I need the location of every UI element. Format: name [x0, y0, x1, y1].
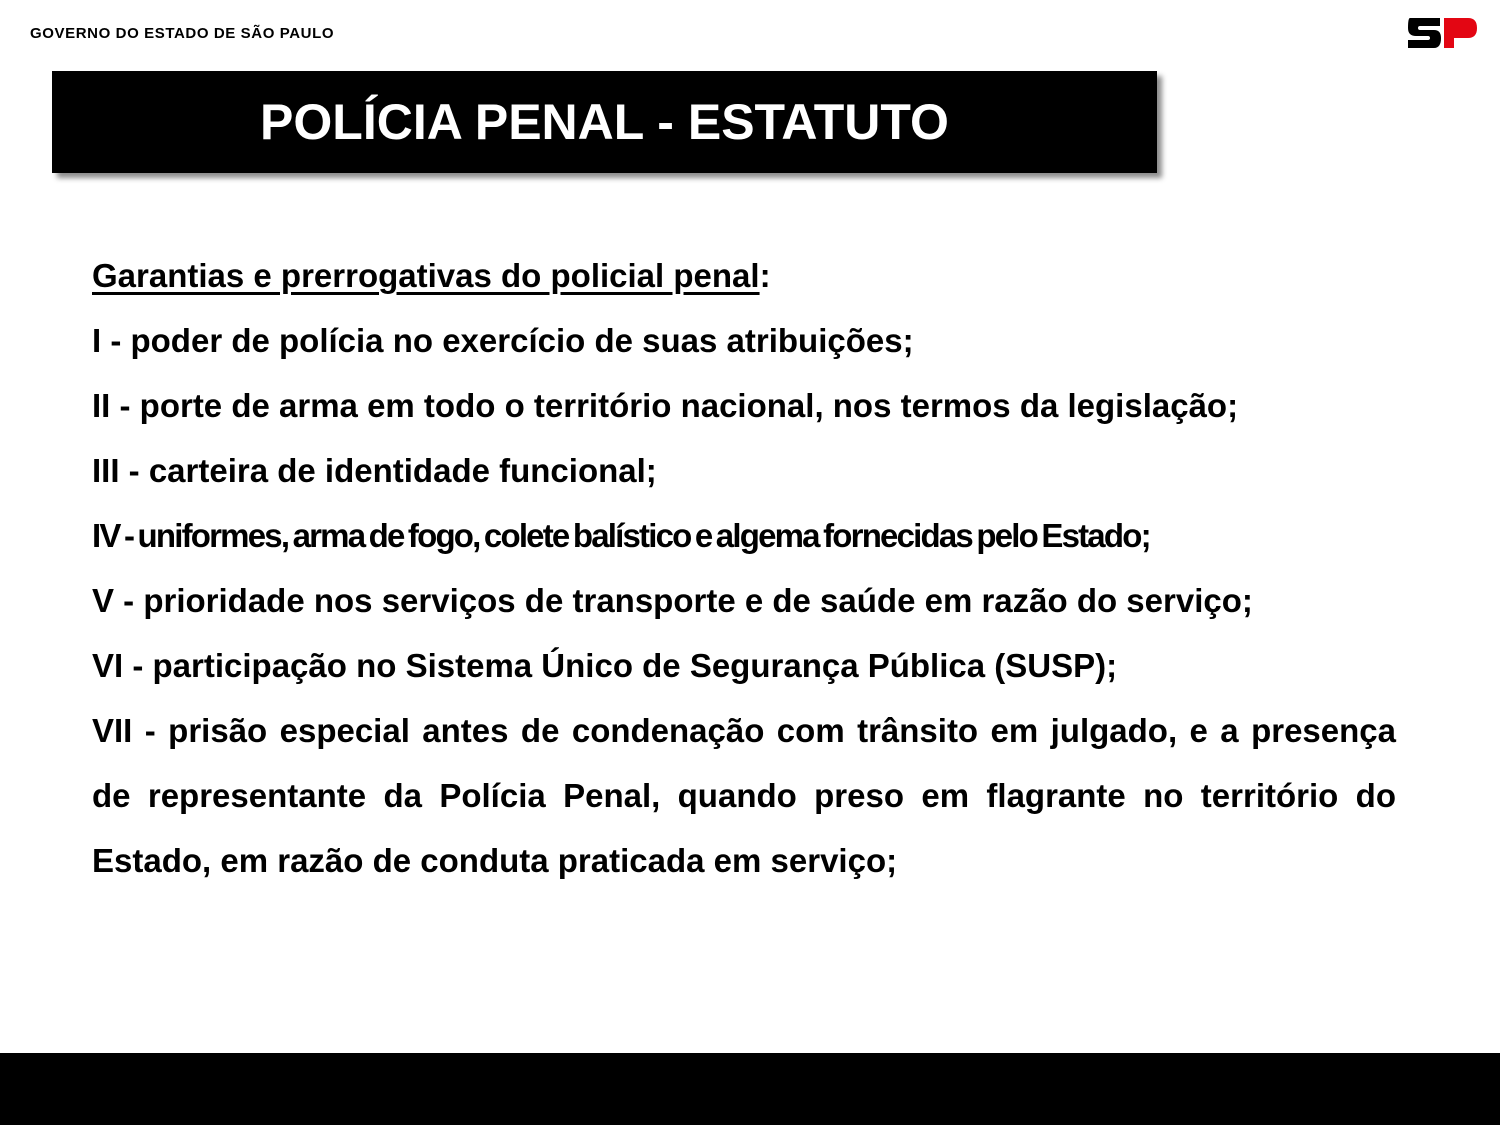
sp-logo-icon — [1406, 16, 1478, 50]
government-header: GOVERNO DO ESTADO DE SÃO PAULO — [30, 25, 335, 42]
list-item: VII - prisão especial antes de condenação com trânsito em julgado, e a presença de representante da Polícia Penal, quando preso em flagrante no território do Estado, em razão de conduta praticada em serviço; — [92, 712, 1396, 879]
section-heading-colon: : — [759, 257, 771, 294]
footer-bar — [0, 1053, 1500, 1125]
list-item: VI - participação no Sistema Único de Segurança Pública (SUSP); — [92, 647, 1118, 684]
statute-content — [92, 243, 1396, 893]
list-item: III - carteira de identidade funcional; — [92, 452, 657, 489]
title-banner — [52, 71, 1157, 173]
page-title: POLÍCIA PENAL - ESTATUTO — [260, 94, 949, 150]
list-item: IV - uniformes, arma de fogo, colete balístico e algema fornecidas pelo Estado; — [92, 517, 1150, 554]
section-heading-line — [92, 243, 1396, 308]
list-item: V - prioridade nos serviços de transporte e de saúde em razão do serviço; — [92, 582, 1253, 619]
section-heading: Garantias e prerrogativas do policial penal — [92, 257, 760, 294]
list-item: I - poder de polícia no exercício de suas atribuições; — [92, 322, 914, 359]
list-item: II - porte de arma em todo o território nacional, nos termos da legislação; — [92, 387, 1239, 424]
